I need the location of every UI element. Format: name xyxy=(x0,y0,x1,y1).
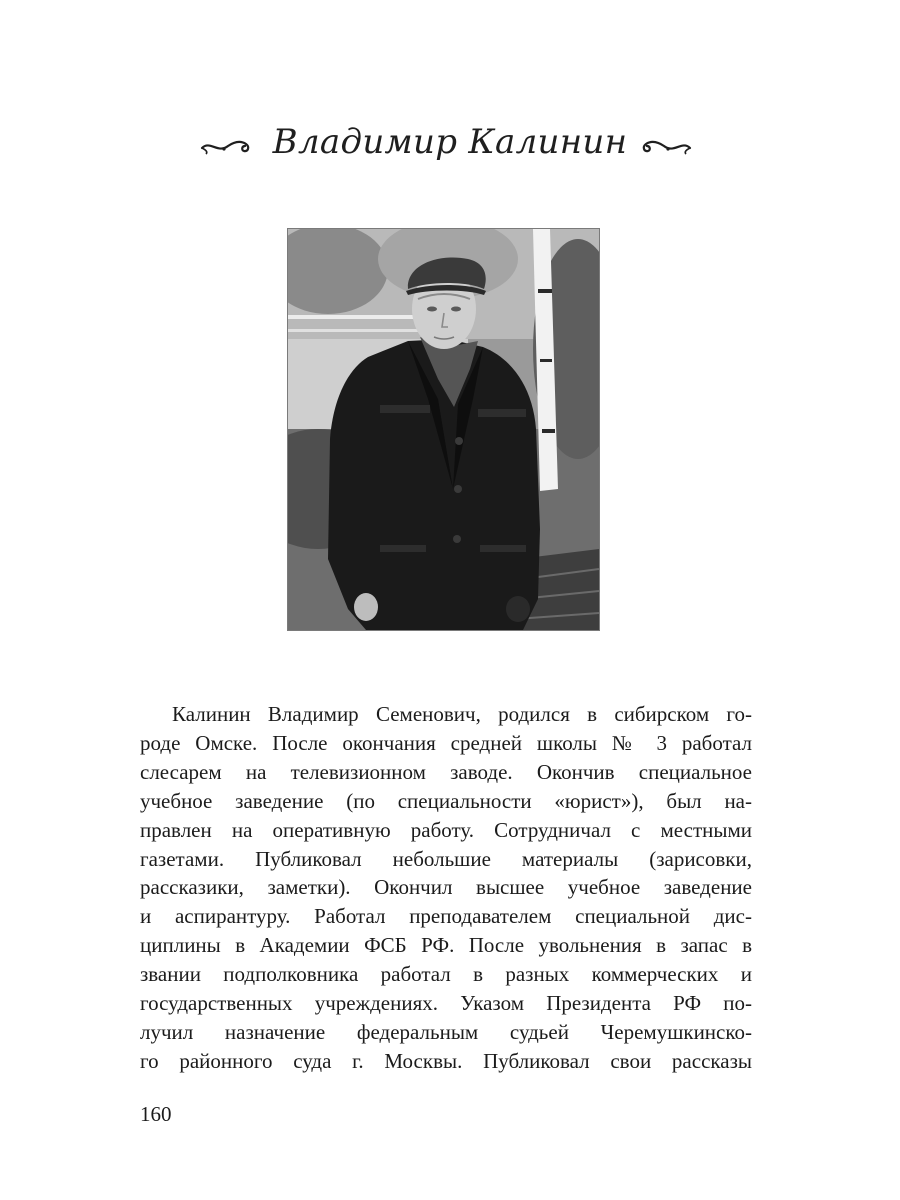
bio-line: учебное заведение (по специальности «юрист»), был на- xyxy=(140,788,752,813)
author-portrait-photo xyxy=(287,228,600,631)
bio-line: государственных учреждениях. Указом Президента РФ по- xyxy=(140,991,752,1016)
bio-line: циплины в Академии ФСБ РФ. После увольнения в запас в xyxy=(140,933,752,958)
bio-line: правлен на оперативную работу. Сотрудничал с местными xyxy=(140,817,752,842)
bio-line: лучил назначение федеральным судьей Черемушкинско- xyxy=(140,1019,752,1044)
portrait-illustration xyxy=(288,229,599,630)
right-flourish-ornament xyxy=(636,134,692,160)
bio-line: го районного суда г. Москвы. Публиковал свои рассказы xyxy=(140,1048,752,1073)
page-header xyxy=(0,118,900,178)
left-flourish-ornament xyxy=(200,134,256,160)
bio-line: Калинин Владимир Семенович, родился в сибирском го- xyxy=(172,702,752,726)
author-name-title: Владимир Калинин xyxy=(272,122,628,162)
biography-text xyxy=(140,700,752,1076)
bio-line: роде Омске. После окончания средней школы № 3 работал xyxy=(140,730,752,755)
bio-line: газетами. Публиковал небольшие материалы (зарисовки, xyxy=(140,846,752,871)
page-number: 160 xyxy=(140,1102,172,1126)
bio-line: слесарем на телевизионном заводе. Окончив специальное xyxy=(140,759,752,784)
bio-line: и аспирантуру. Работал преподавателем специальной дис- xyxy=(140,904,752,929)
bio-line: рассказики, заметки). Окончил высшее учебное заведение xyxy=(140,875,752,900)
bio-line: звании подполковника работал в разных коммерческих и xyxy=(140,962,752,987)
